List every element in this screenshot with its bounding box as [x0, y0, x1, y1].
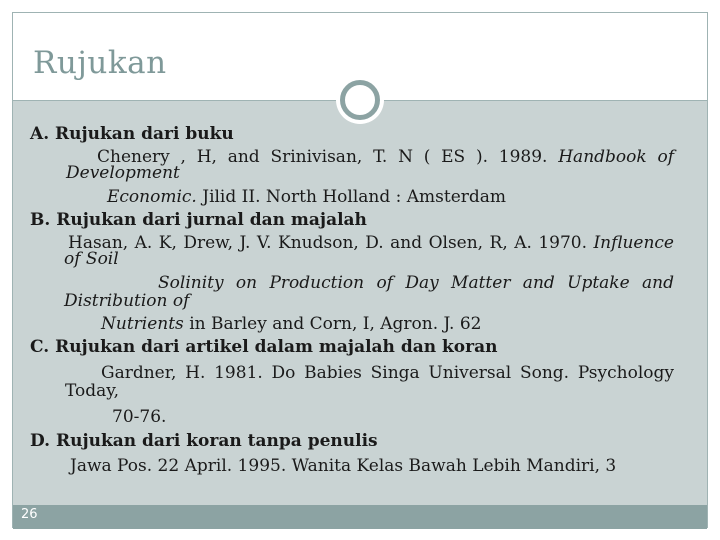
section-heading-b: B. Rujukan dari jurnal dan majalah	[30, 210, 367, 230]
ref-a-line-1: Chenery , H, and Srinivisan, T. N ( ES ). 1989. Handbook of	[97, 147, 674, 167]
slide-title: Rujukan	[33, 45, 167, 81]
footer-bar	[13, 505, 707, 529]
ring-ornament-icon	[340, 80, 380, 120]
section-heading-c: C. Rujukan dari artikel dalam majalah dan koran	[30, 337, 498, 357]
ref-b-line-4: Distribution of	[64, 291, 190, 311]
ref-b-line-3: Solinity on Production of Day Matter and Uptake and	[158, 273, 674, 293]
page-number: 26	[21, 507, 38, 522]
section-heading-d: D. Rujukan dari koran tanpa penulis	[30, 431, 378, 451]
ref-c-line-2: Today,	[65, 381, 120, 401]
ref-b-line-1: Hasan, A. K, Drew, J. V. Knudson, D. and Olsen, R, A. 1970. Influence	[68, 233, 674, 253]
ref-a-line-2: Development	[66, 163, 180, 183]
section-heading-a: A. Rujukan dari buku	[30, 124, 234, 144]
ref-c-line-3: 70-76.	[112, 407, 167, 427]
reference-list	[30, 124, 674, 476]
ref-b-line-5: Nutrients in Barley and Corn, I, Agron. J. 62	[101, 314, 482, 334]
ref-d-line-1: Jawa Pos. 22 April. 1995. Wanita Kelas Bawah Lebih Mandiri, 3	[70, 456, 617, 476]
ref-a-line-3: Economic. Jilid II. North Holland : Amsterdam	[107, 187, 507, 207]
ref-c-line-1: Gardner, H. 1981. Do Babies Singa Universal Song. Psychology	[101, 363, 674, 383]
ref-b-line-2: of Soil	[64, 249, 119, 269]
